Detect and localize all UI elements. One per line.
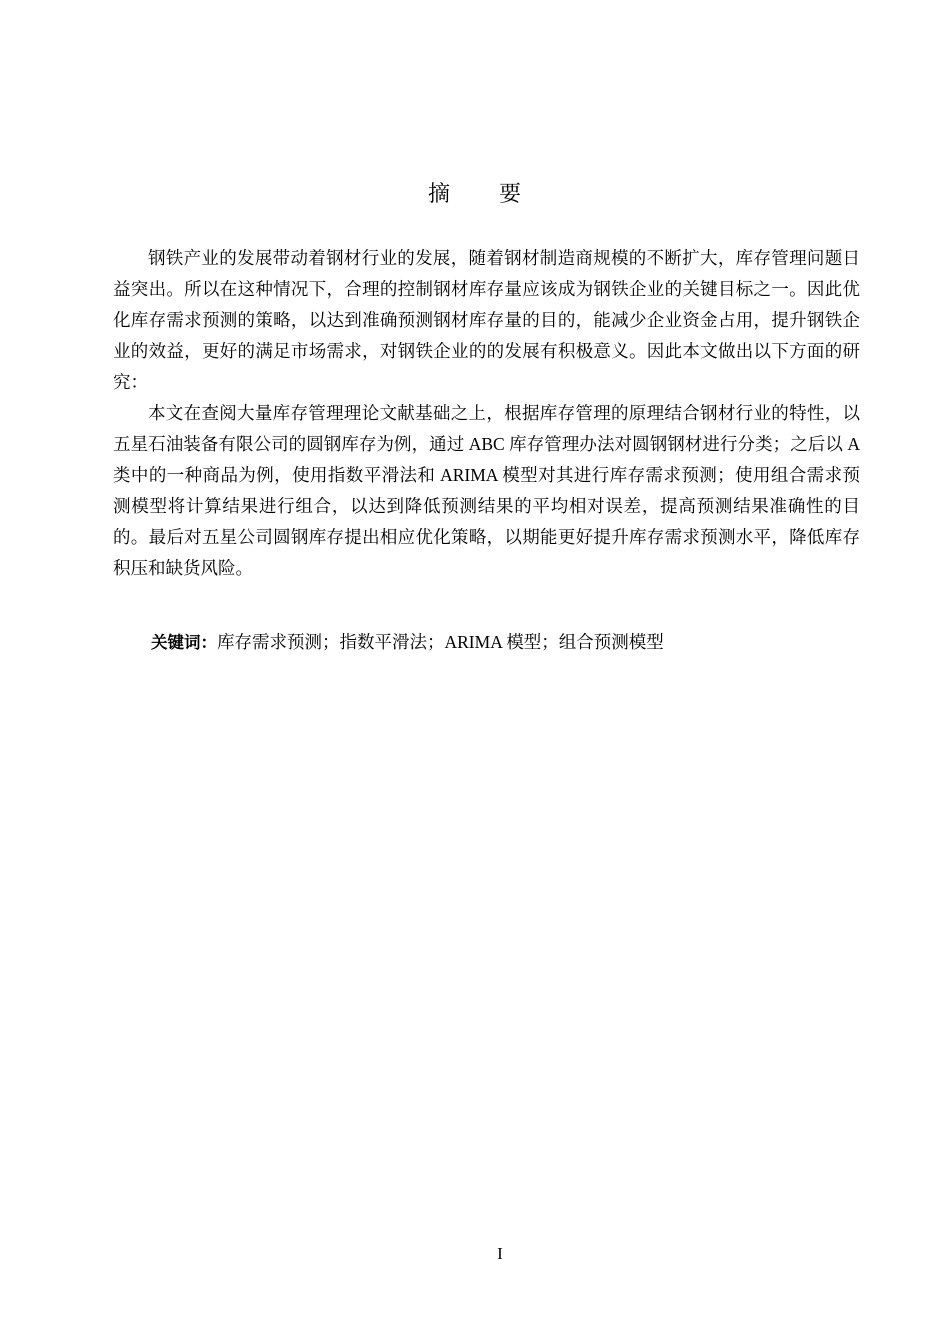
abstract-title xyxy=(0,178,950,210)
keywords-text: 库存需求预测；指数平滑法；ARIMA 模型；组合预测模型 xyxy=(217,632,664,652)
keywords-label: 关键词： xyxy=(151,633,217,652)
abstract-body xyxy=(113,243,860,584)
page-number: I xyxy=(497,1244,503,1263)
abstract-paragraph-2: 本文在查阅大量库存管理理论文献基础之上，根据库存管理的原理结合钢材行业的特性，以五星石油装备有限公司的圆钢库存为例，通过 ABC 库存管理办法对圆钢钢材进行分类；之后以 A 类中的一种商品为例，使用指数平滑法和 ARIMA 模型对其进行库存需求预测；使用组合需求预测模型将计算结果进行组合，以达到降低预测结果的平均相对误差，提高预测结果准确性的目的。最后对五星公司圆钢库存提出相应优化策略，以期能更好提升库存需求预测水平，降低库存积压和缺货风险。 xyxy=(113,403,860,578)
keywords-line xyxy=(151,627,664,658)
abstract-title-char-2: 要 xyxy=(499,181,523,206)
abstract-paragraph-1: 钢铁产业的发展带动着钢材行业的发展，随着钢材制造商规模的不断扩大，库存管理问题日益突出。所以在这种情况下，合理的控制钢材库存量应该成为钢铁企业的关键目标之一。因此优化库存需求预测的策略，以达到准确预测钢材库存量的目的，能减少企业资金占用，提升钢铁企业的效益，更好的满足市场需求，对钢铁企业的的发展有积极意义。因此本文做出以下方面的研究： xyxy=(113,248,860,392)
abstract-title-char-1: 摘 xyxy=(427,181,451,206)
